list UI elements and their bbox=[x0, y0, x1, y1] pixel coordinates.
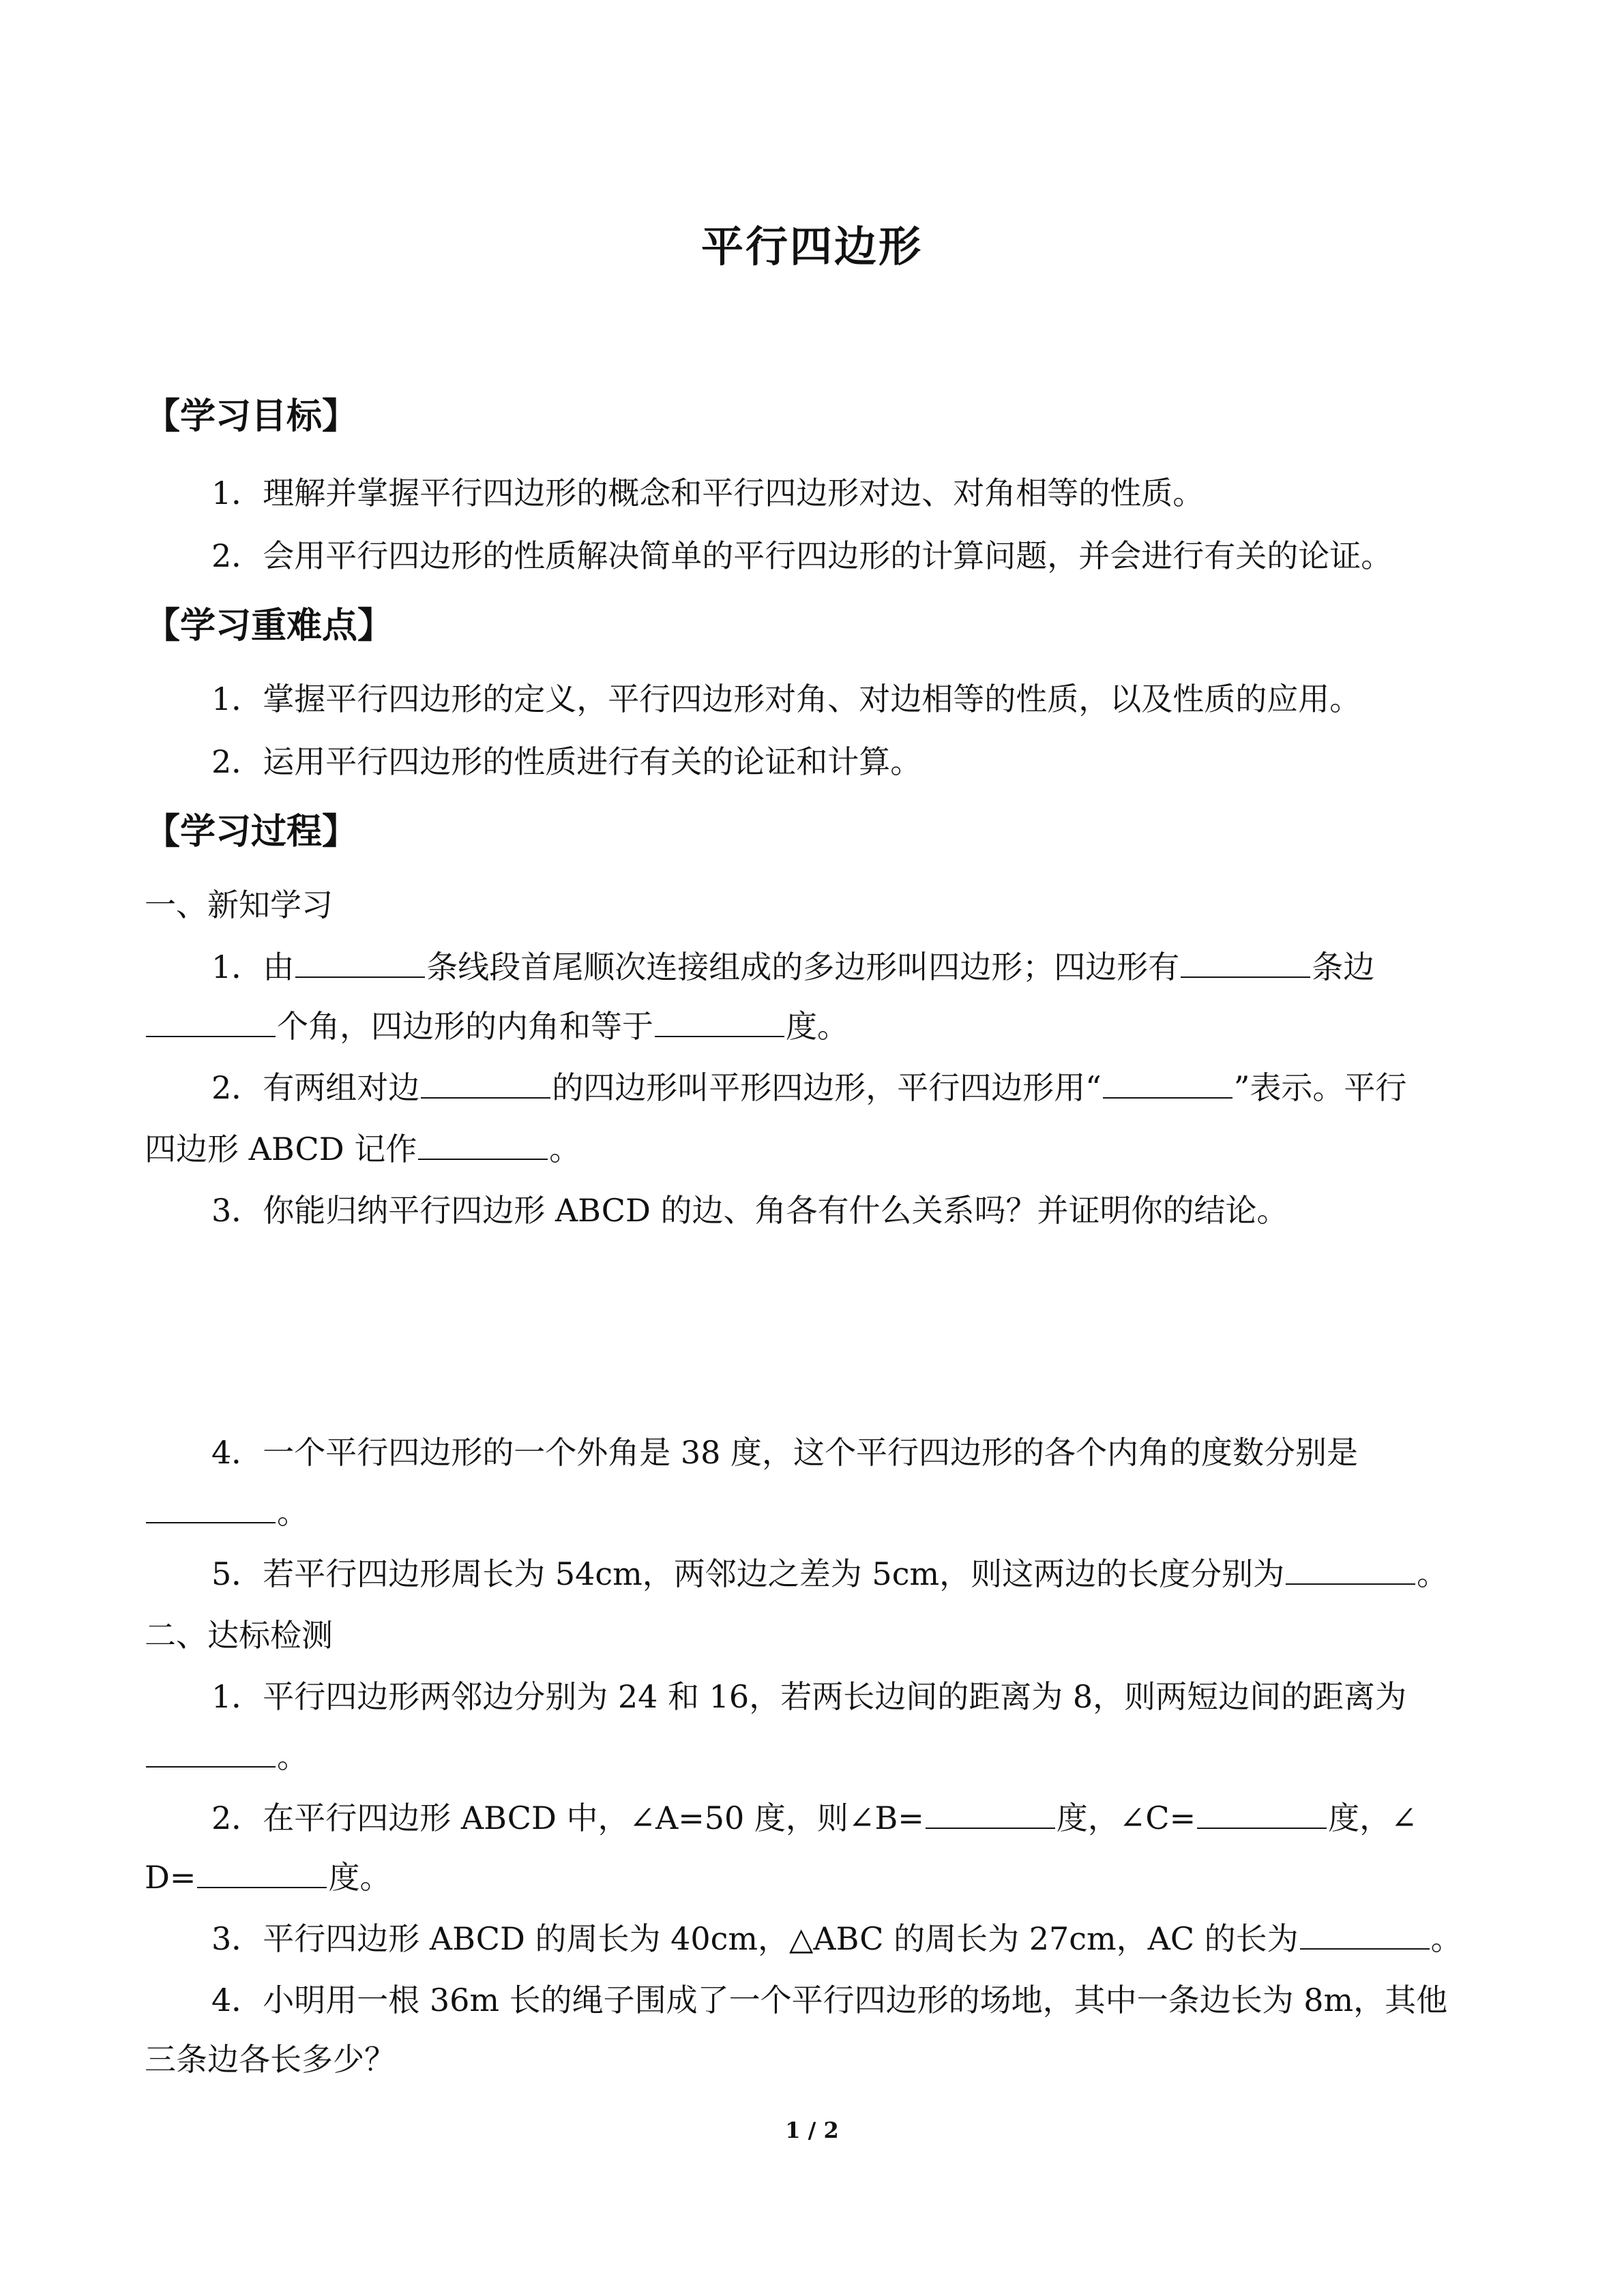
answer-blank[interactable] bbox=[418, 1130, 548, 1160]
answer-blank[interactable] bbox=[926, 1799, 1055, 1829]
part2-question-2: 2．在平行四边形 ABCD 中，∠A=50 度，则∠B= 度，∠C= 度，∠ bbox=[211, 1800, 1417, 1836]
answer-blank[interactable] bbox=[295, 948, 425, 978]
part1-question-4-cont: 。 bbox=[145, 1492, 1495, 1533]
objective-item: 2．会用平行四边形的性质解决简单的平行四边形的计算问题，并会进行有关的论证。 bbox=[211, 537, 1393, 574]
answer-blank[interactable] bbox=[1286, 1555, 1415, 1585]
part2-question-3: 3．平行四边形 ABCD 的周长为 40cm，△ABC 的周长为 27cm，AC 的长为 。 bbox=[211, 1920, 1462, 1957]
part2-question-1-cont: 。 bbox=[145, 1736, 1495, 1777]
page-title: 平行四边形 bbox=[700, 222, 923, 271]
part2-question-4-cont: 三条边各长多少？ bbox=[145, 2041, 396, 2078]
process-heading: 【学习过程】 bbox=[145, 811, 358, 852]
part1-question-4: 4．一个平行四边形的一个外角是 38 度，这个平行四边形的各个内角的度数分别是 bbox=[211, 1434, 1359, 1471]
part2-question-2-cont: D= 度。 bbox=[145, 1859, 392, 1896]
answer-blank[interactable] bbox=[146, 1738, 276, 1768]
answer-blank[interactable] bbox=[1197, 1799, 1327, 1829]
part1-label: 一、新知学习 bbox=[145, 886, 333, 923]
key-points-heading: 【学习重难点】 bbox=[145, 606, 394, 646]
answer-blank[interactable] bbox=[146, 1007, 276, 1037]
part1-question-1-cont: 个角，四边形的内角和等于 度。 bbox=[145, 1006, 1495, 1047]
answer-blank[interactable] bbox=[1103, 1069, 1232, 1099]
part1-question-3: 3．你能归纳平行四边形 ABCD 的边、角各有什么关系吗？并证明你的结论。 bbox=[211, 1192, 1288, 1229]
objectives-heading: 【学习目标】 bbox=[145, 396, 358, 437]
answer-blank[interactable] bbox=[197, 1858, 327, 1888]
part2-question-4: 4．小明用一根 36m 长的绳子围成了一个平行四边形的场地，其中一条边长为 8m，其他 bbox=[211, 1982, 1448, 2018]
answer-blank[interactable] bbox=[1300, 1920, 1430, 1950]
answer-blank[interactable] bbox=[146, 1493, 276, 1523]
objective-item: 1．理解并掌握平行四边形的概念和平行四边形对边、对角相等的性质。 bbox=[211, 475, 1205, 511]
part1-question-2: 2．有两组对边 的四边形叫平形四边形，平行四边形用“ ”表示。平行 bbox=[211, 1069, 1407, 1106]
part2-label: 二、达标检测 bbox=[145, 1617, 333, 1654]
part1-question-1: 1．由 条线段首尾顺次连接组成的多边形叫四边形；四边形有 条边 bbox=[211, 949, 1375, 985]
answer-blank[interactable] bbox=[1181, 948, 1310, 978]
part1-question-2-cont: 四边形 ABCD 记作 。 bbox=[145, 1131, 581, 1167]
part2-question-1: 1．平行四边形两邻边分别为 24 和 16，若两长边间的距离为 8，则两短边间的距离为 bbox=[211, 1678, 1407, 1715]
answer-blank[interactable] bbox=[421, 1069, 550, 1099]
page-number: 1 / 2 bbox=[785, 2117, 839, 2143]
part1-question-5: 5．若平行四边形周长为 54cm，两邻边之差为 5cm，则这两边的长度分别为 。 bbox=[211, 1555, 1449, 1592]
answer-blank[interactable] bbox=[655, 1007, 784, 1037]
key-point-item: 1．掌握平行四边形的定义，平行四边形对角、对边相等的性质，以及性质的应用。 bbox=[211, 681, 1361, 717]
key-point-item: 2．运用平行四边形的性质进行有关的论证和计算。 bbox=[211, 743, 922, 780]
